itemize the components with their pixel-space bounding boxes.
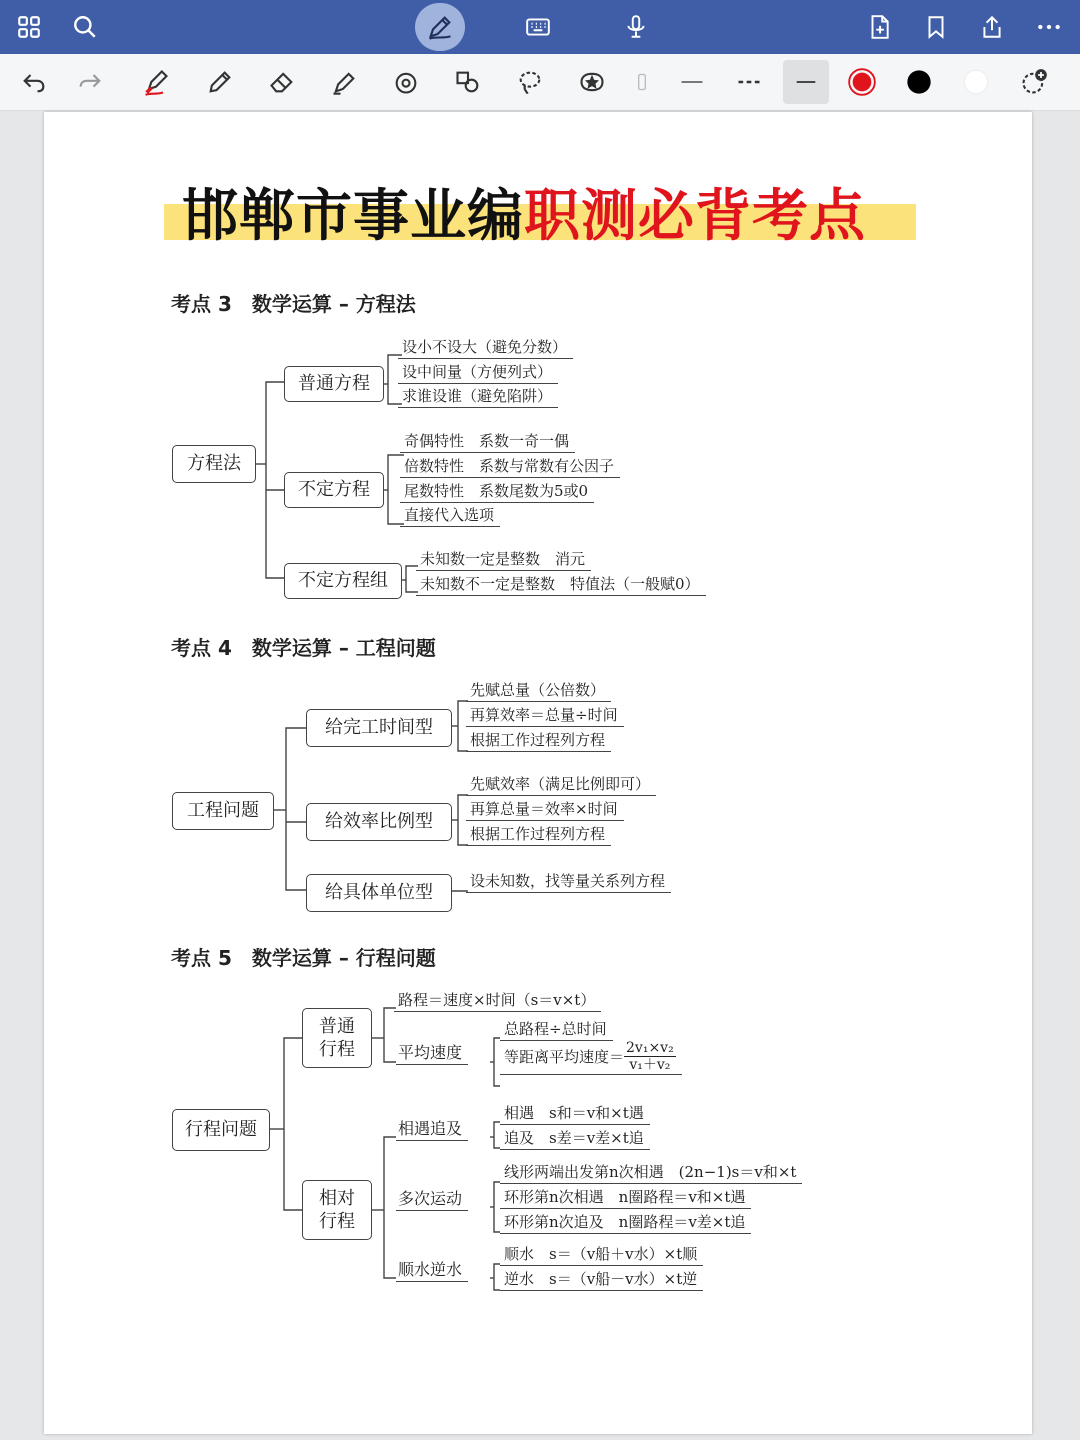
s3-branch-1: 普通方程	[284, 366, 384, 402]
top-bar	[0, 0, 1080, 54]
title-red-text: 职测必背考点	[524, 183, 866, 249]
solid-line-icon[interactable]	[674, 64, 710, 100]
s3-b2-leaf-3: 尾数特性 系数尾数为5或0	[400, 480, 594, 503]
shapes-icon[interactable]	[450, 64, 486, 100]
s5-avg-formula-text: 等距离平均速度＝	[504, 1048, 625, 1067]
s4-b1-leaf-2: 再算效率＝总量÷时间	[466, 704, 624, 727]
s5-multi-leaf-3: 环形第n次追及 n圈路程＝v差×t追	[500, 1211, 751, 1234]
add-page-icon[interactable]	[862, 10, 896, 44]
thick-line-icon[interactable]	[783, 60, 829, 104]
s5-river-label: 顺水逆水	[396, 1257, 468, 1282]
s5-avg-leaf-2	[500, 1040, 682, 1075]
note-page	[44, 112, 1032, 1434]
bookmark-icon[interactable]	[919, 10, 953, 44]
s5-avg-speed-label: 平均速度	[396, 1040, 468, 1065]
s3-b2-leaf-1: 奇偶特性 系数一奇一偶	[400, 430, 575, 453]
s4-b2-leaf-3: 根据工作过程列方程	[466, 823, 611, 846]
s5-branch-2-line-2: 行程	[319, 1211, 355, 1232]
pen-mode-icon[interactable]	[415, 3, 465, 51]
ruler-icon[interactable]	[632, 64, 652, 100]
highlighter-icon[interactable]	[326, 64, 362, 100]
s4-b1-leaf-1: 先赋总量（公倍数）	[466, 679, 611, 702]
lasso-icon[interactable]	[512, 64, 548, 100]
pencil-icon[interactable]	[202, 64, 238, 100]
microphone-icon[interactable]	[619, 10, 653, 44]
s4-branch-2: 给效率比例型	[306, 803, 452, 841]
s5-avg-fraction	[624, 1040, 676, 1073]
s3-b3-leaf-1: 未知数一定是整数 消元	[416, 548, 591, 571]
s5-meet-leaf-2: 追及 s差＝v差×t追	[500, 1127, 650, 1150]
s4-branch-1: 给完工时间型	[306, 709, 452, 747]
section-3-heading: 考点 3 数学运算 – 方程法	[171, 292, 416, 316]
color-red[interactable]	[844, 64, 880, 100]
s5-avg-denominator: v₁＋v₂	[629, 1057, 671, 1074]
s5-multi-leaf-2: 环形第n次相遇 n圈路程＝v和×t遇	[500, 1186, 751, 1209]
s5-b1-leaf-1: 路程＝速度×时间（s＝v×t）	[394, 989, 601, 1012]
s4-root-node: 工程问题	[172, 792, 274, 830]
color-white[interactable]	[958, 64, 994, 100]
s3-b3-leaf-2: 未知数不一定是整数 特值法（一般赋0）	[416, 573, 706, 596]
redo-icon[interactable]	[72, 64, 108, 100]
s4-b2-leaf-2: 再算总量＝效率×时间	[466, 798, 624, 821]
s5-avg-numerator: 2v₁×v₂	[626, 1040, 674, 1056]
s5-avg-leaf-1: 总路程÷总时间	[500, 1018, 613, 1041]
s5-branch-2	[302, 1180, 372, 1240]
s5-branch-1-line-2: 行程	[319, 1039, 355, 1060]
fountain-pen-icon[interactable]	[138, 64, 174, 100]
s3-branch-2: 不定方程	[284, 472, 384, 508]
share-icon[interactable]	[975, 10, 1009, 44]
s5-multi-label: 多次运动	[396, 1186, 468, 1211]
s4-b2-leaf-1: 先赋效率（满足比例即可）	[466, 773, 656, 796]
search-icon[interactable]	[68, 10, 102, 44]
s3-b2-leaf-4: 直接代入选项	[400, 504, 500, 527]
section-4-heading: 考点 4 数学运算 – 工程问题	[171, 636, 436, 660]
s5-multi-leaf-1: 线形两端出发第n次相遇 (2n−1)s＝v和×t	[500, 1161, 802, 1184]
s3-root-node: 方程法	[172, 445, 256, 483]
s3-b1-leaf-3: 求谁设谁（避免陷阱）	[398, 385, 558, 408]
s3-branch-3: 不定方程组	[284, 563, 402, 599]
s5-branch-1	[302, 1008, 372, 1068]
keyboard-icon[interactable]	[521, 10, 555, 44]
s3-b1-leaf-1: 设小不设大（避免分数）	[398, 336, 573, 359]
shape-icon[interactable]	[388, 64, 424, 100]
s5-meet-label: 相遇追及	[396, 1116, 468, 1141]
s4-b1-leaf-3: 根据工作过程列方程	[466, 729, 611, 752]
eraser-icon[interactable]	[264, 64, 300, 100]
dashed-line-icon[interactable]	[731, 64, 767, 100]
s5-meet-leaf-1: 相遇 s和＝v和×t遇	[500, 1102, 650, 1125]
s3-b2-leaf-2: 倍数特性 系数与常数有公因子	[400, 455, 620, 478]
color-black[interactable]	[901, 64, 937, 100]
drawing-toolbar	[0, 54, 1080, 111]
s5-root-node: 行程问题	[172, 1109, 270, 1151]
sticker-icon[interactable]	[574, 64, 610, 100]
more-icon[interactable]	[1032, 10, 1066, 44]
undo-icon[interactable]	[16, 64, 52, 100]
s5-branch-2-line-1: 相对	[319, 1187, 355, 1209]
s5-river-leaf-1: 顺水 s＝（v船＋v水）×t顺	[500, 1243, 703, 1266]
s3-b1-leaf-2: 设中间量（方便列式）	[398, 361, 558, 384]
grid-icon[interactable]	[12, 10, 46, 44]
s5-branch-1-line-1: 普通	[319, 1015, 355, 1037]
add-color-icon[interactable]	[1016, 64, 1052, 100]
s5-river-leaf-2: 逆水 s＝（v船－v水）×t逆	[500, 1268, 703, 1291]
title-black-text: 邯郸市事业编	[182, 183, 524, 249]
section-5-heading: 考点 5 数学运算 – 行程问题	[171, 946, 436, 970]
s4-b3-leaf-1: 设未知数，找等量关系列方程	[466, 870, 671, 893]
s4-branch-3: 给具体单位型	[306, 874, 452, 912]
